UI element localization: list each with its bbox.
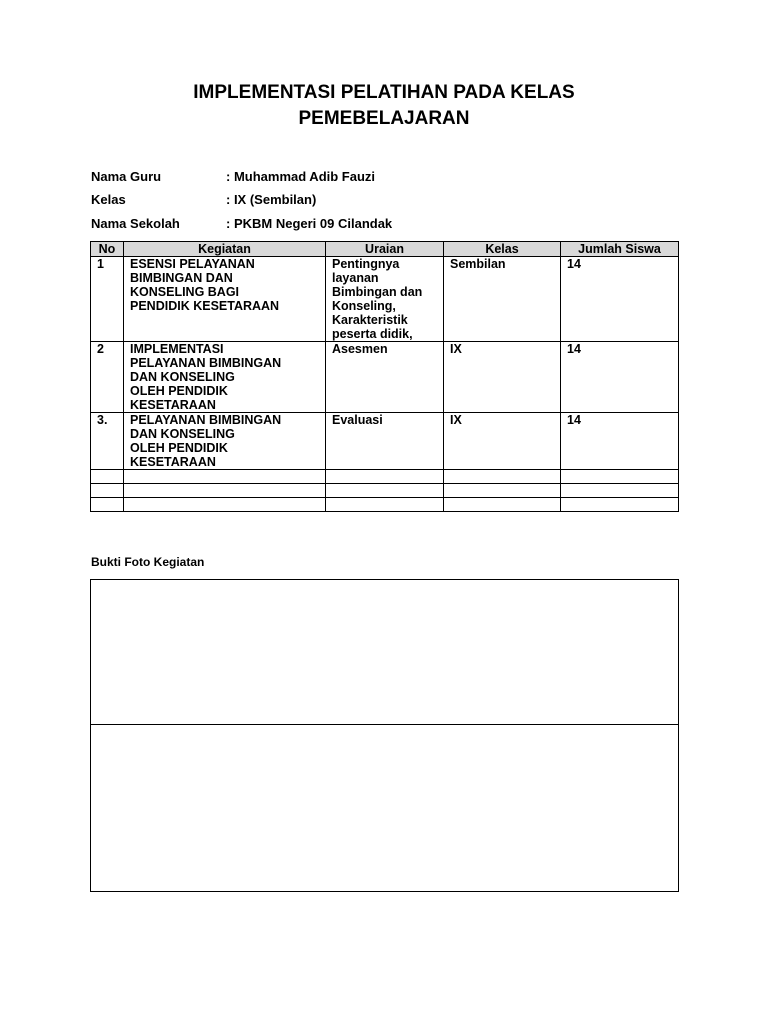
guru-label: Nama Guru: [91, 169, 162, 184]
empty-cell: [124, 498, 326, 512]
activity-table: [90, 241, 679, 512]
cell-uraian: Pentingnya layanan Bimbingan dan Konseling, Karakteristik peserta didik,: [326, 257, 444, 342]
title-line-2: PEMEBELAJARAN: [298, 108, 470, 129]
empty-table-row: [91, 484, 679, 498]
photo-evidence-box: [90, 579, 679, 892]
header-jumlah-siswa: Jumlah Siswa: [561, 242, 679, 257]
empty-cell: [444, 484, 561, 498]
cell-no: 3.: [91, 413, 124, 470]
empty-cell: [91, 484, 124, 498]
table-row: [91, 257, 679, 342]
guru-value: : Muhammad Adib Fauzi: [226, 169, 376, 184]
photo-box-divider: [91, 724, 678, 725]
empty-table-row: [91, 470, 679, 484]
cell-jumlah: 14: [561, 342, 679, 413]
table-row: [91, 342, 679, 413]
info-row-kelas: [91, 192, 316, 207]
table-row: [91, 413, 679, 470]
info-row-sekolah: [91, 216, 392, 231]
cell-jumlah: 14: [561, 413, 679, 470]
cell-kegiatan: IMPLEMENTASI PELAYANAN BIMBINGAN DAN KONSELING OLEH PENDIDIK KESETARAAN: [124, 342, 326, 413]
header-kelas: Kelas: [444, 242, 561, 257]
cell-uraian: Evaluasi: [326, 413, 444, 470]
sekolah-label: Nama Sekolah: [91, 216, 180, 231]
empty-table-row: [91, 498, 679, 512]
header-uraian: Uraian: [326, 242, 444, 257]
cell-kelas: Sembilan: [444, 257, 561, 342]
empty-cell: [326, 470, 444, 484]
empty-cell: [91, 470, 124, 484]
cell-kegiatan: PELAYANAN BIMBINGAN DAN KONSELING OLEH PENDIDIK KESETARAAN: [124, 413, 326, 470]
photo-section-label: Bukti Foto Kegiatan: [91, 555, 205, 569]
cell-kelas: IX: [444, 413, 561, 470]
empty-cell: [124, 470, 326, 484]
cell-kegiatan: ESENSI PELAYANAN BIMBINGAN DAN KONSELING BAGI PENDIDIK KESETARAAN: [124, 257, 326, 342]
kelas-value: : IX (Sembilan): [226, 192, 317, 207]
empty-cell: [91, 498, 124, 512]
table-header-row: [91, 242, 679, 257]
empty-cell: [561, 498, 679, 512]
empty-cell: [561, 484, 679, 498]
cell-jumlah: 14: [561, 257, 679, 342]
header-no: No: [91, 242, 124, 257]
empty-cell: [561, 470, 679, 484]
cell-kelas: IX: [444, 342, 561, 413]
empty-cell: [124, 484, 326, 498]
document-title: [0, 80, 768, 132]
cell-no: 2: [91, 342, 124, 413]
empty-cell: [326, 484, 444, 498]
sekolah-value: : PKBM Negeri 09 Cilandak: [226, 216, 393, 231]
header-kegiatan: Kegiatan: [124, 242, 326, 257]
cell-uraian: Asesmen: [326, 342, 444, 413]
info-row-guru: [91, 169, 375, 184]
cell-no: 1: [91, 257, 124, 342]
empty-cell: [444, 470, 561, 484]
title-line-1: IMPLEMENTASI PELATIHAN PADA KELAS: [193, 82, 575, 103]
empty-cell: [326, 498, 444, 512]
empty-cell: [444, 498, 561, 512]
kelas-label: Kelas: [91, 192, 126, 207]
